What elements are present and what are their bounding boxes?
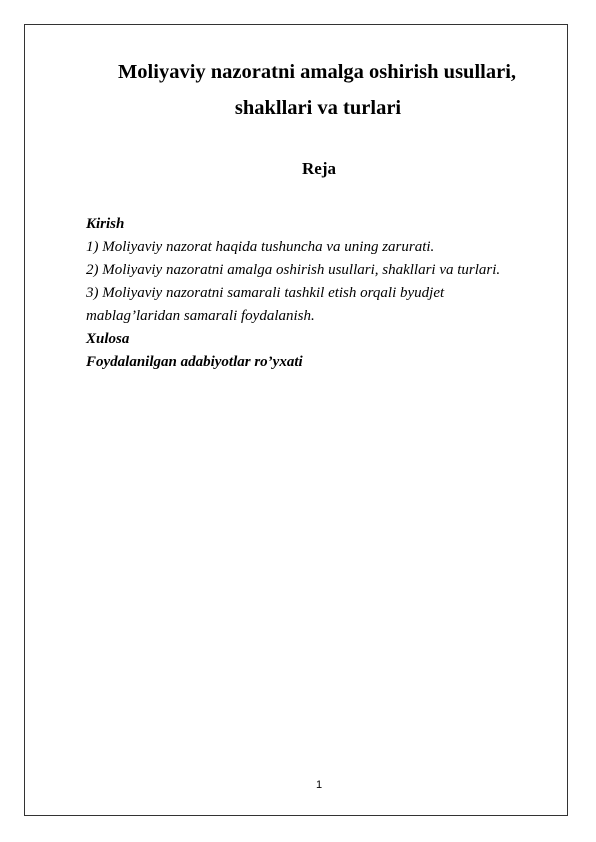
document-title-line-1: Moliyaviy nazoratni amalga oshirish usullari, [117,61,517,83]
table-of-contents [86,213,556,374]
toc-item-1: 1) Moliyaviy nazorat haqida tushuncha va uning zarurati. [86,239,435,255]
toc-item-3-continued: mablag’laridan samarali foydalanish. [86,308,315,324]
page-number: 1 [315,779,323,791]
toc-item-3: 3) Moliyaviy nazoratni samarali tashkil etish orqali byudjet [86,285,445,301]
toc-item-introduction: Kirish [86,216,125,232]
toc-item-2: 2) Moliyaviy nazoratni amalga oshirish usullari, shakllari va turlari. [86,262,501,278]
toc-item-conclusion: Xulosa [86,331,130,347]
toc-item-references: Foydalanilgan adabiyotlar ro’yxati [86,354,303,370]
page-border [24,24,568,816]
plan-heading: Reja [302,159,336,178]
document-title-line-2: shakllari va turlari [234,97,402,119]
